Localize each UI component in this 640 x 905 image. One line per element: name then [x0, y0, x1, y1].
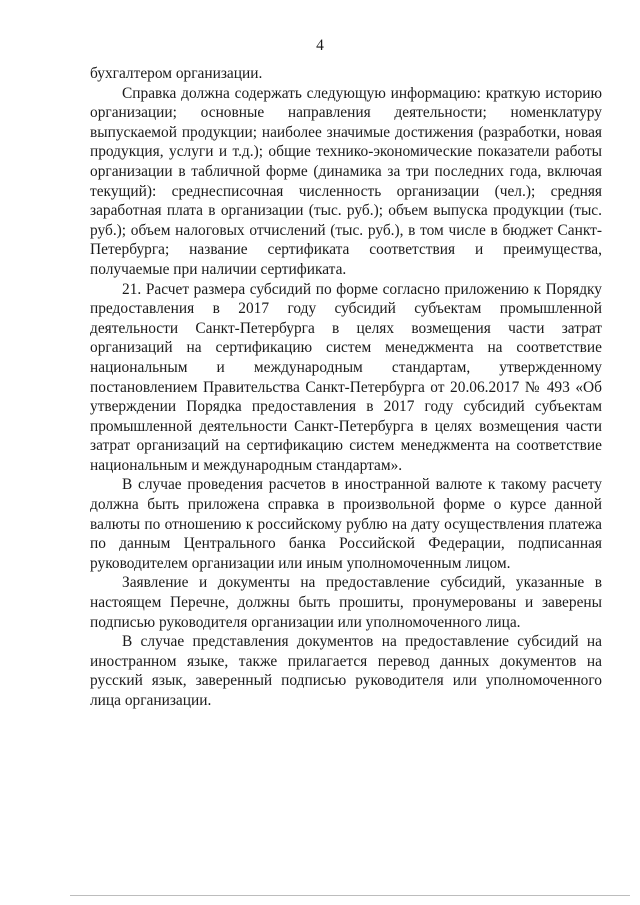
paragraph-foreign-currency: В случае проведения расчетов в иностранной валюте к такому расчету должна быть приложена справка в произвольной форме о курсе данной валюты по отношению к российскому рублю на дату осуществления платежа по данным Центрального банка Российской Федерации, подписанная руководителем организации или иным уполномоченным лицом. — [90, 476, 602, 572]
paragraph-foreign-language: В случае представления документов на предоставление субсидий на иностранном языке, также прилагается перевод данных документов на русский язык, заверенный подписью руководителя или уполномоченного лица организации. — [90, 633, 602, 709]
paragraph-certificate-info: Справка должна содержать следующую информацию: краткую историю организации; основные направления деятельности; номенклатуру выпускаемой продукции; наиболее значимые достижения (разработки, новая продукция, услуги и т.д.); общие технико-экономические показатели работы организации в табличной форме (динамика за три последних года, включая текущий): среднесписочная численность организации (чел.); средняя заработная плата в организации (тыс. руб.); объем выпуска продукции (тыс. руб.); объем налоговых отчислений (тыс. руб.), в том числе в бюджет Санкт-Петербурга; название сертификата соответствия и преимущества, получаемые при наличии сертификата. — [90, 84, 602, 278]
page-number: 4 — [316, 37, 324, 54]
paragraph-continuation: бухгалтером организации. — [90, 65, 263, 82]
scan-edge-line — [70, 895, 630, 896]
paragraph-document-binding: Заявление и документы на предоставление субсидий, указанные в настоящем Перечне, должны быть прошиты, пронумерованы и заверены подписью руководителя организации или уполномоченного лица. — [90, 574, 602, 631]
paragraph-item-21: 21. Расчет размера субсидий по форме согласно приложению к Порядку предоставления в 2017 году субсидий субъектам промышленной деятельности Санкт-Петербурга в целях возмещения части затрат организаций на сертификацию систем менеджмента на соответствие национальным и международным стандартам, утвержденному постановлением Правительства Санкт-Петербурга от 20.06.2017 № 493 «Об утверждении Порядка предоставления в 2017 году субсидий субъектам промышленной деятельности Санкт-Петербурга в целях возмещения части затрат организаций на сертификацию систем менеджмента на соответствие национальным и международным стандартам». — [90, 280, 602, 474]
document-body — [90, 64, 602, 711]
